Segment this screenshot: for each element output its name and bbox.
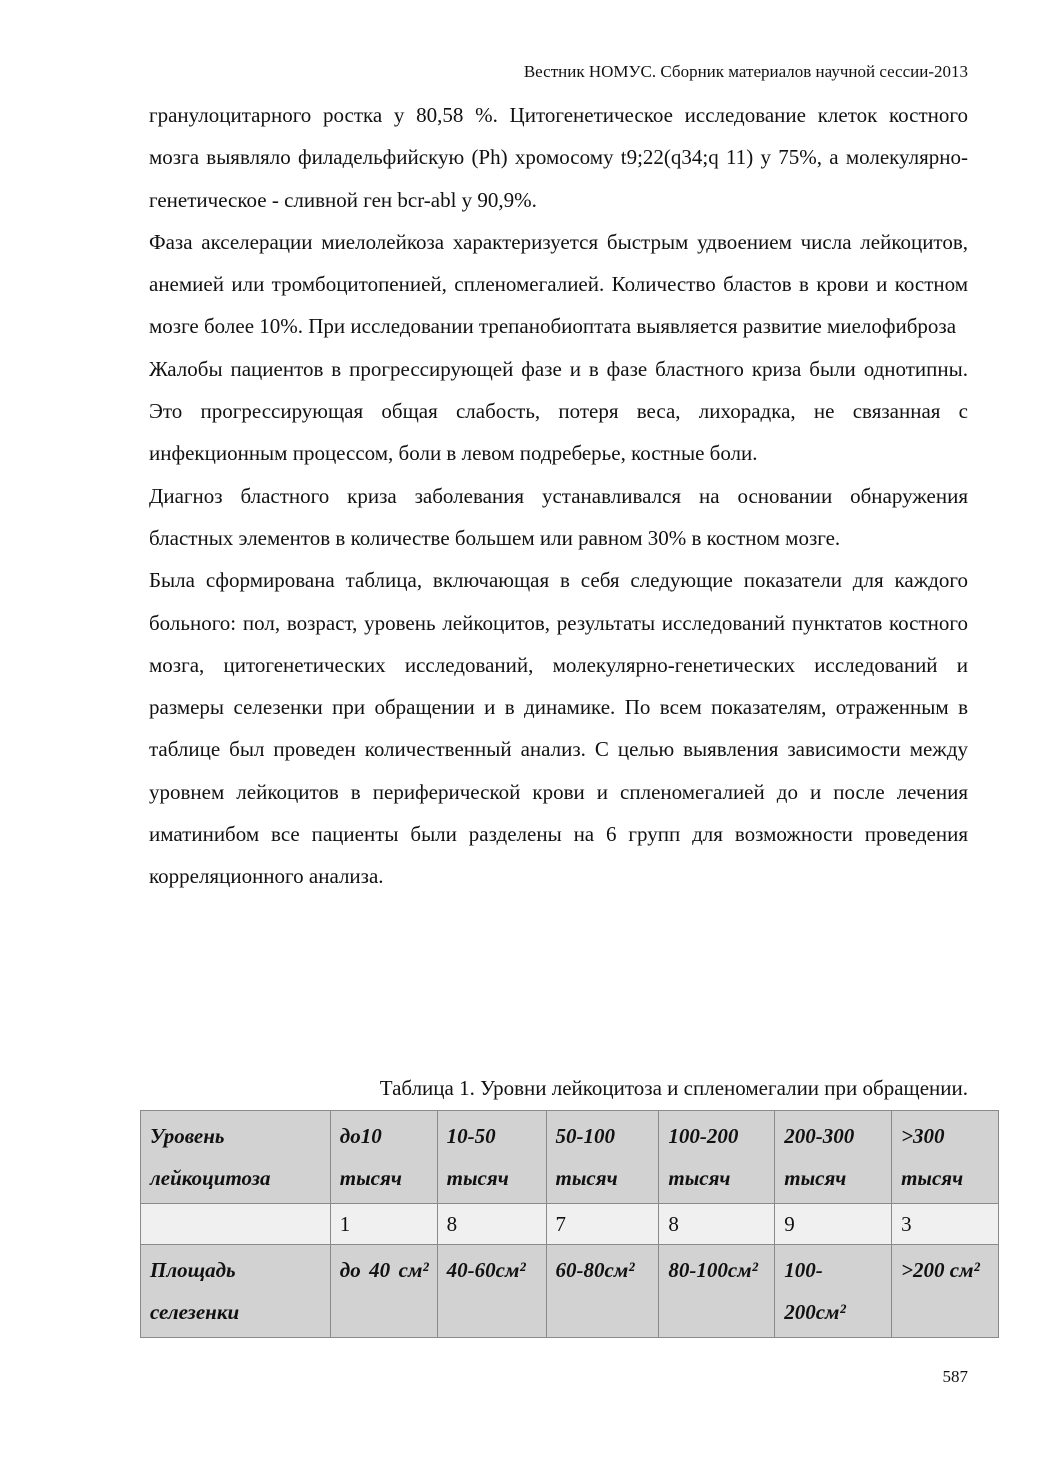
table-cell: >300 тысяч xyxy=(892,1111,999,1204)
paragraph: Была сформирована таблица, включающая в себя следующие показатели для каждого больного: пол, возраст, уровень лейкоцитов, результаты исследований пунктатов костного мозга, цитогенетических исследований, молекулярно-генетических исследований и размеры селезенки при обращении и в динамике. По всем показателям, отраженным в таблице был проведен количественный анализ. С целью выявления зависимости между уровнем лейкоцитов в периферической крови и спленомегалией до и после лечения иматинибом все пациенты были разделены на 6 групп для возможности проведения корреляционного анализа. xyxy=(149,568,968,889)
table-cell: Площадь селезенки xyxy=(141,1245,331,1338)
table-cell xyxy=(141,1204,331,1245)
running-header: Вестник НОМУС. Сборник материалов научной сессии-2013 xyxy=(523,62,968,81)
table-cell: 40-60см² xyxy=(437,1245,546,1338)
paragraph: Фаза акселерации миелолейкоза характеризуется быстрым удвоением числа лейкоцитов, анемией или тромбоцитопенией, спленомегалией. Количество бластов в крови и костном мозге более 10%. При исследовании трепанобиоптата выявляется развитие миелофиброза xyxy=(149,229,968,339)
table-cell: 100-200см² xyxy=(775,1245,892,1338)
table-cell: до 40 см² xyxy=(330,1245,437,1338)
table-cell: 50-100 тысяч xyxy=(546,1111,659,1204)
page-number: 587 xyxy=(942,1367,968,1386)
table-row xyxy=(141,1111,999,1204)
table-cell: 1 xyxy=(330,1204,437,1245)
table-cell: 8 xyxy=(437,1204,546,1245)
paragraph: гранулоцитарного ростка у 80,58 %. Цитогенетическое исследование клеток костного мозга выявляло филадельфийскую (Ph) хромосому t9;22(q34;q 11) у 75%, а молекулярно-генетическое - сливной ген bcr-abl у 90,9%. xyxy=(149,103,968,212)
body-text xyxy=(149,94,968,898)
table-row xyxy=(141,1204,999,1245)
table-cell: 200-300 тысяч xyxy=(775,1111,892,1204)
table-cell: >200 см² xyxy=(892,1245,999,1338)
table-cell: Уровень лейкоцитоза xyxy=(141,1111,331,1204)
table-cell: 10-50 тысяч xyxy=(437,1111,546,1204)
table-cell: 9 xyxy=(775,1204,892,1245)
paragraph: Диагноз бластного криза заболевания устанавливался на основании обнаружения бластных элементов в количестве большем или равном 30% в костном мозге. xyxy=(149,483,968,550)
paragraph: Жалобы пациентов в прогрессирующей фазе и в фазе бластного криза были однотипны. Это прогрессирующая общая слабость, потеря веса, лихорадка, не связанная с инфекционным процессом, боли в левом подреберье, костные боли. xyxy=(149,356,968,466)
table-cell: 7 xyxy=(546,1204,659,1245)
table-cell: 8 xyxy=(659,1204,775,1245)
table-cell: 100-200 тысяч xyxy=(659,1111,775,1204)
table-cell: 60-80см² xyxy=(546,1245,659,1338)
table-cell: до10 тысяч xyxy=(330,1111,437,1204)
table-cell: 80-100см² xyxy=(659,1245,775,1338)
table-caption: Таблица 1. Уровни лейкоцитоза и спленомегалии при обращении. xyxy=(379,1076,968,1100)
table-cell: 3 xyxy=(892,1204,999,1245)
data-table xyxy=(140,1110,999,1338)
table-row xyxy=(141,1245,999,1338)
